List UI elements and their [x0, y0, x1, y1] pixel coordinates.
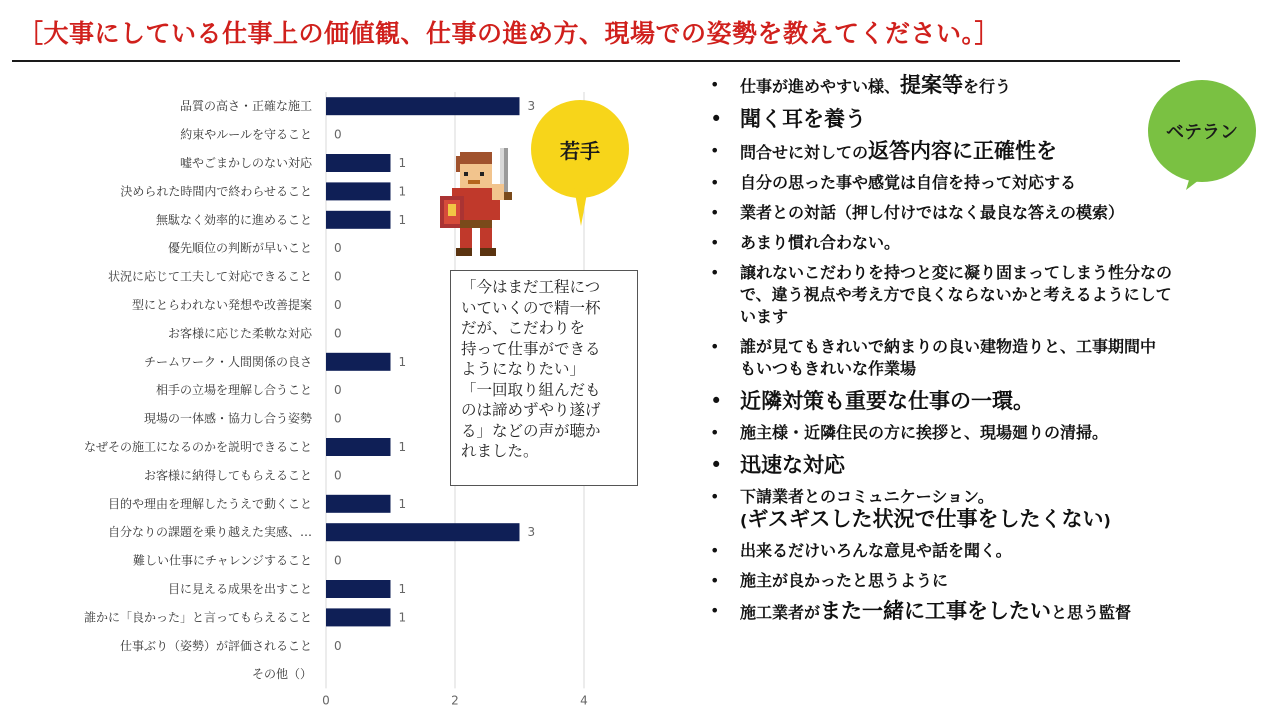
category-label: 誰かに「良かった」と言ってもらえること [83, 610, 312, 625]
category-label: 相手の立場を理解し合うこと [155, 383, 312, 398]
bullet-dot: • [710, 571, 720, 590]
bullet-text: で、違う視点や考え方で良くならないかと考えるようにして [740, 285, 1172, 304]
x-tick-label: 0 [322, 693, 330, 708]
bullet-dot: • [710, 423, 720, 442]
knight-avatar-icon [436, 140, 520, 260]
category-label: 決められた時間内で終わらせること [120, 184, 312, 199]
bullet-text: 下請業者とのコミュニケーション。 [740, 487, 994, 506]
category-label: 目的や理由を理解したうえで動くこと [107, 496, 312, 511]
bullet-text: います [740, 307, 789, 326]
callout-line: 「今はまだ工程につ [461, 278, 601, 296]
bullet-dot: • [710, 75, 720, 94]
callout-line: のは諦めずやり遂げ [461, 401, 601, 419]
bullet-text: 仕事が進めやすい様、 [740, 77, 901, 96]
bar [326, 154, 391, 172]
young-voices-callout [450, 270, 638, 486]
bullet-item [702, 422, 1272, 444]
category-label: チームワーク・人間関係の良さ [143, 354, 312, 369]
x-tick-label: 4 [580, 693, 588, 708]
bullet-text: 近隣対策も重要な仕事の一環。 [740, 389, 1034, 413]
bullet-text: 誰が見てもきれいで納まりの良い建物造りと、工事期間中 [740, 337, 1157, 356]
value-label: 0 [334, 298, 342, 312]
value-label: 0 [334, 326, 342, 341]
x-tick-label: 2 [451, 693, 459, 708]
category-label: 約束やルールを守ること [180, 127, 312, 142]
bar [326, 580, 391, 598]
category-label: なぜその施工になるのかを説明できること [83, 440, 312, 454]
bullet-text: 聞く耳を養う [740, 107, 866, 131]
callout-line: ようになりたい」 [461, 360, 586, 378]
bullet-text: 出来るだけいろんな意見や話を聞く。 [740, 541, 1012, 560]
bullet-text: 譲れないこだわりを持つと変に凝り固まってしまう性分なの [740, 263, 1173, 282]
bullet-dot: • [710, 389, 723, 413]
bullet-item [702, 140, 1272, 164]
bullet-text: 迅速な対応 [740, 453, 845, 477]
value-label: 1 [398, 582, 407, 596]
bullet-text: を行う [963, 77, 1012, 96]
bullet-text: 施工業者が [740, 603, 821, 622]
bullet-item [702, 486, 1272, 532]
category-label: 現場の一体感・協力し合う姿勢 [143, 411, 312, 426]
bar [326, 353, 391, 371]
bullet-dot: • [710, 453, 723, 477]
bullet-item [702, 262, 1272, 328]
category-label: 嘘やごまかしのない対応 [179, 156, 312, 170]
category-label: 自分なりの課題を乗り越えた実感、… [107, 525, 312, 540]
bullet-dot: • [710, 141, 720, 160]
value-label: 0 [334, 269, 342, 284]
value-label: 0 [334, 383, 342, 398]
bullet-item [702, 106, 1272, 132]
bullet-text: 問合せに対しての [740, 143, 869, 162]
young-bubble-tail [572, 188, 592, 228]
category-label: 仕事ぶり（姿勢）が評価されること [119, 638, 312, 653]
callout-line: る」などの声が聴か [461, 421, 601, 440]
bar [326, 182, 391, 200]
category-label: 無駄なく効率的に進めること [155, 212, 312, 227]
bullet-emphasis: また一緒に工事をしたい [820, 599, 1052, 623]
bullet-item [702, 388, 1272, 414]
bullet-item [702, 172, 1272, 194]
page-title: ［大事にしている仕事上の価値観、仕事の進め方、現場での姿勢を教えてください。］ [18, 19, 1001, 48]
category-label: 難しい仕事にチャレンジすること [132, 553, 312, 568]
bullet-item [702, 74, 1272, 98]
value-label: 0 [334, 241, 342, 256]
bullet-dot: • [710, 233, 720, 252]
callout-line: れました。 [461, 442, 539, 460]
young-bubble-label: 若手 [560, 138, 600, 163]
value-label: 1 [398, 156, 407, 170]
bullet-text: と思う監督 [1051, 603, 1132, 622]
category-label: お客様に応じた柔軟な対応 [167, 326, 312, 341]
bullet-text: あまり慣れ合わない。 [740, 233, 901, 252]
bar [326, 211, 391, 229]
bullet-text: 自分の思った事や感覚は自信を持って対応する [740, 173, 1077, 192]
category-label: 目に見える成果を出すこと [167, 582, 312, 596]
bullet-text: 施主が良かったと思うように [740, 571, 949, 590]
callout-line: いていくので精一杯 [461, 298, 601, 317]
bullet-item [702, 232, 1272, 254]
value-label: 1 [398, 610, 407, 625]
bullet-dot: • [710, 263, 720, 282]
bar [326, 97, 520, 115]
bullet-dot: • [710, 601, 720, 620]
callout-line: 「一回取り組んだも [461, 380, 601, 399]
category-label: 型にとらわれない発想や改善提案 [131, 298, 312, 312]
bullet-dot: • [710, 337, 720, 356]
bullet-item [702, 202, 1272, 224]
veteran-answers-list [702, 74, 1272, 632]
bullet-item [702, 452, 1272, 478]
category-label: お客様に納得してもらえること [143, 468, 312, 483]
bullet-item [702, 540, 1272, 562]
value-label: 1 [398, 354, 407, 369]
bullet-text: ) [1103, 511, 1111, 530]
bullet-dot: • [710, 487, 720, 506]
bullet-text: 施主様・近隣住民の方に挨拶と、現場廻りの清掃。 [740, 423, 1109, 442]
bullet-dot: • [710, 203, 720, 222]
category-label: 優先順位の判断が早いこと [167, 241, 312, 256]
bullet-item [702, 570, 1272, 592]
bullet-item [702, 336, 1272, 380]
value-label: 0 [334, 468, 342, 483]
young-speech-bubble [531, 100, 629, 198]
bullet-dot: • [710, 107, 723, 131]
category-label: その他（） [251, 667, 312, 682]
title-divider [12, 60, 1180, 62]
value-label: 3 [527, 99, 536, 114]
bar [326, 523, 520, 541]
bullet-emphasis: 返答内容に正確性を [868, 139, 1058, 163]
veteran-bubble-label: ベテラン [1166, 122, 1238, 143]
value-label: 3 [527, 525, 536, 540]
bullet-item [702, 600, 1272, 624]
value-label: 0 [334, 411, 342, 426]
category-label: 状況に応じて工夫して対応できること [107, 269, 312, 284]
bullet-dot: • [710, 541, 720, 560]
callout-line: だが、こだわりを [461, 319, 586, 337]
value-label: 1 [398, 496, 407, 511]
bar [326, 608, 391, 626]
value-label: 1 [398, 440, 407, 454]
bullet-emphasis: 提案等 [900, 73, 964, 97]
bullet-text: 業者との対話（押し付けではなく最良な答えの模索） [740, 203, 1125, 222]
bar [326, 438, 391, 456]
value-label: 1 [398, 184, 407, 199]
callout-line: 持って仕事ができる [461, 339, 601, 358]
value-label: 0 [334, 638, 342, 653]
value-label: 0 [334, 553, 342, 568]
bar [326, 495, 391, 513]
value-label: 1 [398, 212, 407, 227]
bullet-emphasis: ギスギスした状況で仕事をしたくない [747, 507, 1104, 531]
bullet-text: もいつもきれいな作業場 [740, 359, 917, 378]
category-label: 品質の高さ・正確な施工 [179, 99, 312, 114]
value-label: 0 [334, 127, 342, 142]
bullet-text: ( [740, 511, 748, 530]
bullet-dot: • [710, 173, 720, 192]
